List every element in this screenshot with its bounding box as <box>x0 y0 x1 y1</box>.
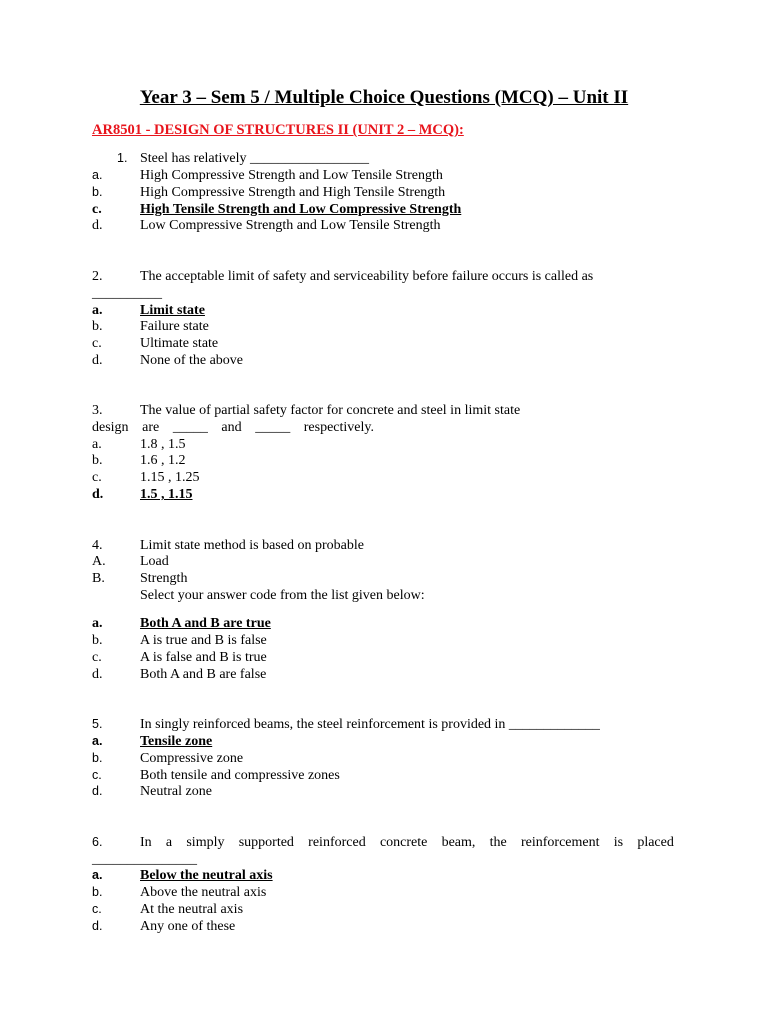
option-label: b. <box>92 633 103 648</box>
option-text: Any one of these <box>140 919 236 934</box>
statement-label: B. <box>92 571 105 586</box>
correct-answer: 1.5 , 1.15 <box>140 487 193 502</box>
stem-word: simply <box>186 835 225 850</box>
answer-blank: _______________ <box>92 852 197 867</box>
option-label: d. <box>92 667 103 682</box>
option-text: Above the neutral axis <box>140 885 267 900</box>
option-label: a. <box>92 168 103 182</box>
option-text: 1.6 , 1.2 <box>140 453 186 468</box>
stem-word: a <box>165 835 173 850</box>
option-label: b. <box>92 185 103 199</box>
stem-word: reinforced <box>308 835 366 850</box>
option-label: d. <box>92 784 103 798</box>
option-text: Failure state <box>140 319 209 334</box>
stem-word: and <box>221 420 242 435</box>
stem-word: placed <box>637 835 674 850</box>
answer-blank: _____ <box>255 420 291 435</box>
course-subtitle: AR8501 - DESIGN OF STRUCTURES II (UNIT 2 – MCQ): <box>92 122 464 138</box>
stem-word: is <box>613 835 624 850</box>
stem-word: concrete <box>379 835 428 850</box>
question-stem: The value of partial safety factor for concrete and steel in limit state <box>140 403 521 418</box>
option-label: c. <box>92 336 102 351</box>
stem-word: supported <box>238 835 294 850</box>
statement-text: Strength <box>140 571 188 586</box>
option-text: Low Compressive Strength and Low Tensile Strength <box>140 218 441 233</box>
question-number: 1. <box>117 151 128 165</box>
answer-blank: __________ <box>92 286 162 301</box>
stem-word: design <box>92 420 129 435</box>
option-text: Both tensile and compressive zones <box>140 768 340 783</box>
question-stem: Steel has relatively _________________ <box>140 151 370 166</box>
option-label: d. <box>92 218 103 233</box>
option-label: a. <box>92 616 103 631</box>
option-label: b. <box>92 885 103 899</box>
option-label: c. <box>92 202 102 217</box>
question-number: 2. <box>92 269 103 284</box>
option-text: At the neutral axis <box>140 902 244 917</box>
option-label: a. <box>92 437 102 452</box>
option-label: b. <box>92 453 103 468</box>
correct-answer: Below the neutral axis <box>140 868 273 883</box>
correct-answer: High Tensile Strength and Low Compressive Strength <box>140 202 462 217</box>
option-text: Compressive zone <box>140 751 244 766</box>
correct-answer: Both A and B are true <box>140 616 271 631</box>
option-label: d. <box>92 353 103 368</box>
option-label: c. <box>92 768 102 782</box>
stem-word: are <box>142 420 160 435</box>
correct-answer: Limit state <box>140 303 205 318</box>
option-text: A is false and B is true <box>140 650 267 665</box>
statement-text: Load <box>140 554 169 569</box>
stem-word: respectively. <box>303 420 374 435</box>
option-text: 1.15 , 1.25 <box>140 470 200 485</box>
statement-label: A. <box>92 554 106 569</box>
option-label: a. <box>92 734 103 748</box>
question-number: 4. <box>92 538 103 553</box>
option-label: a. <box>92 868 103 882</box>
question-number: 3. <box>92 403 103 418</box>
option-label: b. <box>92 751 103 765</box>
option-label: b. <box>92 319 103 334</box>
option-text: Ultimate state <box>140 336 219 351</box>
option-text: None of the above <box>140 353 244 368</box>
option-label: d. <box>92 487 104 502</box>
option-label: c. <box>92 902 102 916</box>
stem-word: reinforcement <box>521 835 600 850</box>
stem-word: the <box>489 835 507 850</box>
stem-word: beam, <box>441 835 476 850</box>
option-text: High Compressive Strength and High Tensile Strength <box>140 185 446 200</box>
question-stem: Limit state method is based on probable <box>140 538 364 553</box>
option-text: 1.8 , 1.5 <box>140 437 186 452</box>
option-label: a. <box>92 303 103 318</box>
answer-blank: _____ <box>172 420 208 435</box>
question-number: 6. <box>92 835 103 849</box>
option-text: Both A and B are false <box>140 667 267 682</box>
question-stem <box>140 834 674 851</box>
correct-answer: Tensile zone <box>140 734 213 749</box>
page-title: Year 3 – Sem 5 / Multiple Choice Questions (MCQ) – Unit II <box>139 87 629 108</box>
option-label: d. <box>92 919 103 933</box>
stem-word: In <box>140 835 152 850</box>
question-number: 5. <box>92 717 103 731</box>
option-text: A is true and B is false <box>140 633 267 648</box>
option-text: High Compressive Strength and Low Tensile Strength <box>140 168 443 183</box>
option-label: c. <box>92 650 102 665</box>
stem-justified <box>92 419 374 436</box>
option-text: Neutral zone <box>140 784 212 799</box>
option-label: c. <box>92 470 102 485</box>
question-stem: In singly reinforced beams, the steel reinforcement is provided in _____________ <box>140 717 600 732</box>
question-stem: The acceptable limit of safety and serviceability before failure occurs is called as <box>140 269 594 284</box>
instruction-text: Select your answer code from the list given below: <box>140 588 425 603</box>
